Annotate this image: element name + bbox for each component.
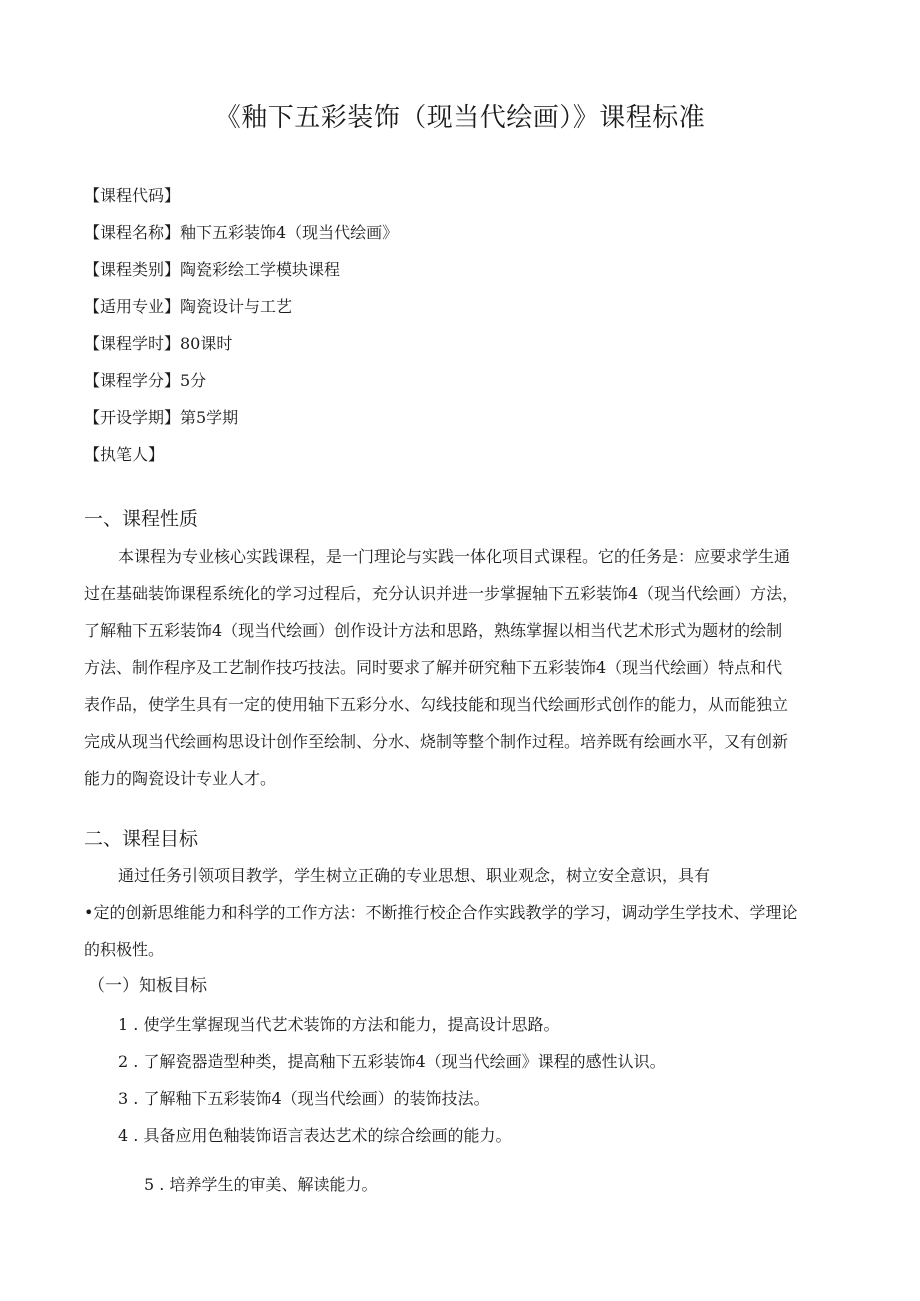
paragraph-line: 表作品，使学生具有一定的使用轴下五彩分水、勾线技能和现当代绘画形式创作的能力，从而能独立 bbox=[84, 695, 789, 714]
meta-author: 【执笔人】 bbox=[84, 445, 165, 464]
paragraph-line: 方法、制作程序及工艺制作技巧技法。同时要求了解并研究釉下五彩装饰4（现当代绘画）特点和代 bbox=[84, 658, 783, 677]
meta-applicable-major: 【适用专业】陶瓷设计与工艺 bbox=[84, 297, 293, 316]
paragraph-line: 本课程为专业核心实践课程，是一门理论与实践一体化项目式课程。它的任务是：应要求学生通 bbox=[118, 547, 791, 566]
paragraph-line: 了解釉下五彩装饰4（现当代绘画）创作设计方法和思路，熟练掌握以相当代艺术形式为题材的绘制 bbox=[84, 621, 783, 640]
paragraph-line: 的积极性。 bbox=[84, 940, 165, 959]
list-item: 5 . 培养学生的审美、解读能力。 bbox=[144, 1175, 378, 1194]
meta-semester: 【开设学期】第5学期 bbox=[84, 408, 239, 427]
section-heading-course-goals: 二、课程目标 bbox=[84, 828, 199, 850]
list-item: 1 . 使学生掌握现当代艺术装饰的方法和能力，提高设计思路。 bbox=[118, 1015, 560, 1034]
meta-course-code: 【课程代码】 bbox=[84, 186, 181, 205]
list-item: 4 . 具备应用色釉装饰语言表达艺术的综合绘画的能力。 bbox=[118, 1126, 512, 1145]
paragraph-line: 完成从现当代绘画构思设计创作至绘制、分水、烧制等整个制作过程。培养既有绘画水平，又有创新 bbox=[84, 732, 789, 751]
meta-course-name: 【课程名称】釉下五彩装饰4（现当代绘画》 bbox=[84, 223, 399, 242]
document-title: 《釉下五彩装饰（现当代绘画）》课程标准 bbox=[214, 103, 706, 133]
meta-course-category: 【课程类别】陶瓷彩绘工学模块课程 bbox=[84, 260, 341, 279]
paragraph-line: 能力的陶瓷设计专业人才。 bbox=[84, 769, 277, 788]
paragraph-line: 通过任务引领项目教学，学生树立正确的专业思想、职业观念，树立安全意识，具有 bbox=[118, 866, 711, 885]
meta-course-credits: 【课程学分】5分 bbox=[84, 371, 207, 390]
subheading-knowledge-goals: （一）知板目标 bbox=[88, 976, 207, 996]
paragraph-line: •定的创新思维能力和科学的工作方法：不断推行校企合作实践教学的学习，调动学生学技术、学理论 bbox=[84, 903, 798, 922]
list-item: 3 . 了解釉下五彩装饰4（现当代绘画）的装饰技法。 bbox=[118, 1089, 490, 1108]
list-item: 2 . 了解瓷器造型种类，提高釉下五彩装饰4（现当代绘画》课程的感性认识。 bbox=[118, 1052, 666, 1071]
section-heading-course-nature: 一、课程性质 bbox=[84, 508, 199, 530]
meta-course-hours: 【课程学时】80课时 bbox=[84, 334, 233, 353]
paragraph-line: 过在基础装饰课程系统化的学习过程后，充分认识并进一步掌握轴下五彩装饰4（现当代绘画）方法， bbox=[84, 584, 799, 603]
